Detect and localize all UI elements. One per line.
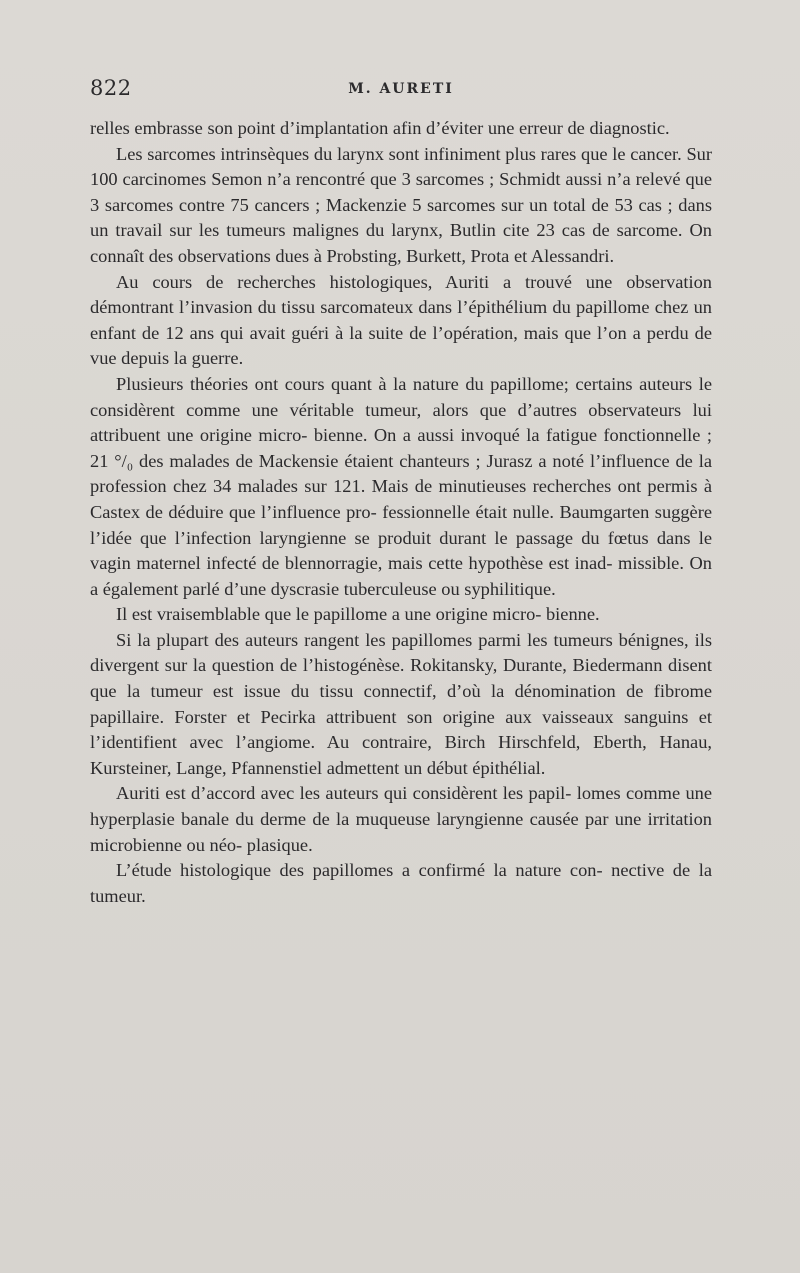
paragraph: Plusieurs théories ont cours quant à la nature du papillome; certains auteurs le considèrent comme une véritable tumeur, alors que d’autres observateurs lui attribuent une origine micro- bienne. On a aussi invoqué la fatigue fonctionnelle ; 21 °/₀ des malades de Mackensie étaient chanteurs ; Jurasz a noté l’influence de la profession chez 34 malades sur 121. Mais de minutieuses recherches ont permis à Castex de déduire que l’influence pro- fessionnelle était nulle. Baumgarten suggère l’idée que l’infection laryngienne se produit durant le passage du fœtus dans le vagin maternel infecté de blennorragie, mais cette hypothèse est inad- missible. On a également parlé d’une dyscrasie tuberculeuse ou syphilitique. xyxy=(90,373,712,599)
paragraph: Si la plupart des auteurs rangent les papillomes parmi les tumeurs bénignes, ils divergent sur la question de l’histogénèse. Rokitansky, Durante, Biedermann disent que la tumeur est issue du tissu connectif, d’où la dénomination de fibrome papillaire. Forster et Pecirka attribuent son origine aux vaisseaux sanguins et l’identifient avec l’angiome. Au contraire, Birch Hirschfeld, Eberth, Hanau, Kursteiner, Lange, Pfannenstiel admettent un début épithélial. xyxy=(90,629,712,778)
paragraph: Auriti est d’accord avec les auteurs qui considèrent les papil- lomes comme une hyperplasie banale du derme de la muqueuse laryngienne causée par une irritation microbienne ou néo- plasique. xyxy=(90,783,712,855)
paragraph: L’étude histologique des papillomes a confirmé la nature con- nective de la tumeur. xyxy=(90,860,712,906)
paragraph: Au cours de recherches histologiques, Auriti a trouvé une observation démontrant l’invasion du tissu sarcomateux dans l’épithélium du papillome chez un enfant de 12 ans qui avait guéri à la suite de l’opération, mais que l’on a perdu de vue depuis la guerre. xyxy=(90,271,712,369)
page-number: 822 xyxy=(90,76,132,100)
paragraph: relles embrasse son point d’implantation afin d’éviter une erreur de diagnostic. xyxy=(90,118,670,138)
body-text xyxy=(90,116,712,909)
paragraph: Il est vraisemblable que le papillome a une origine micro- bienne. xyxy=(116,604,600,625)
running-head: M. AURETI xyxy=(348,81,454,97)
paragraph: Les sarcomes intrinsèques du larynx sont infiniment plus rares que le cancer. Sur 100 carcinomes Semon n’a rencontré que 3 sarcomes ; Schmidt aussi n’a relevé que 3 sarcomes contre 75 cancers ; Mackenzie 5 sarcomes sur un total de 53 cas ; dans un travail sur les tumeurs malignes du larynx, Butlin cite 23 cas de sarcome. On connaît des observations dues à Probsting, Burkett, Prota et Alessandri. xyxy=(90,143,712,266)
page-header xyxy=(90,76,712,102)
